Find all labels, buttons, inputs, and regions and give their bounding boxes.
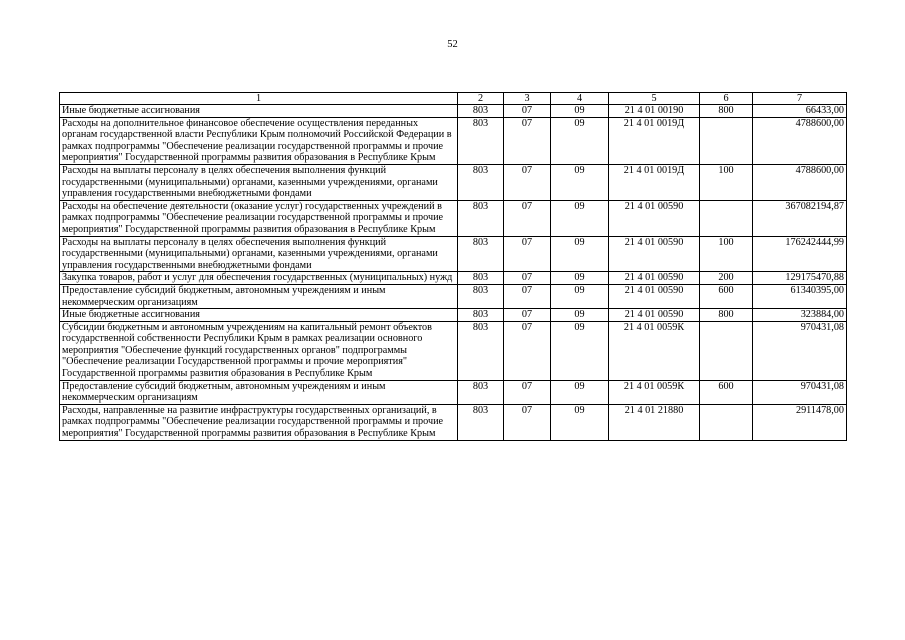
cell-expense-type — [700, 117, 753, 164]
table-row — [60, 105, 847, 118]
cell-expense-type: 600 — [700, 380, 753, 404]
cell-amount: 176242444,99 — [753, 236, 847, 272]
table-row — [60, 404, 847, 440]
cell-section-code: 07 — [504, 236, 551, 272]
cell-ministry-code: 803 — [458, 380, 504, 404]
budget-table — [59, 92, 847, 441]
cell-amount: 66433,00 — [753, 105, 847, 118]
cell-subsection-code: 09 — [551, 309, 609, 322]
cell-target-article: 21 4 01 21880 — [609, 404, 700, 440]
cell-expense-type: 600 — [700, 284, 753, 308]
cell-target-article: 21 4 01 0019Д — [609, 164, 700, 200]
cell-section-code: 07 — [504, 200, 551, 236]
cell-subsection-code: 09 — [551, 272, 609, 285]
cell-section-code: 07 — [504, 380, 551, 404]
cell-target-article: 21 4 01 00590 — [609, 272, 700, 285]
table-row — [60, 284, 847, 308]
cell-ministry-code: 803 — [458, 284, 504, 308]
column-header: 3 — [504, 93, 551, 105]
table-row — [60, 272, 847, 285]
cell-ministry-code: 803 — [458, 321, 504, 380]
cell-ministry-code: 803 — [458, 117, 504, 164]
cell-ministry-code: 803 — [458, 272, 504, 285]
column-header: 4 — [551, 93, 609, 105]
row-description: Иные бюджетные ассигнования — [60, 309, 458, 322]
cell-section-code: 07 — [504, 284, 551, 308]
table-row — [60, 309, 847, 322]
cell-section-code: 07 — [504, 272, 551, 285]
cell-expense-type: 200 — [700, 272, 753, 285]
table-row — [60, 164, 847, 200]
row-description: Предоставление субсидий бюджетным, автономным учреждениям и иным некоммерческим организациям — [60, 380, 458, 404]
table-row — [60, 117, 847, 164]
column-header: 1 — [60, 93, 458, 105]
cell-amount: 367082194,87 — [753, 200, 847, 236]
row-description: Закупка товаров, работ и услуг для обеспечения государственных (муниципальных) нужд — [60, 272, 458, 285]
cell-section-code: 07 — [504, 117, 551, 164]
cell-amount: 970431,08 — [753, 380, 847, 404]
row-description: Расходы на выплаты персоналу в целях обеспечения выполнения функций государственными (муниципальными) органами, казенными учреждениями, органами управления государственными внебюджетными фондами — [60, 236, 458, 272]
cell-target-article: 21 4 01 00590 — [609, 284, 700, 308]
cell-subsection-code: 09 — [551, 380, 609, 404]
cell-target-article: 21 4 01 00190 — [609, 105, 700, 118]
row-description: Субсидии бюджетным и автономным учреждениям на капитальный ремонт объектов государственной собственности Республики Крым в рамках реализации основного мероприятия "Обеспечение функций государственных органов" подпрограммы "Обеспечение реализации Государственной программы и прочие мероприятия" Государственной программы развития образования в Республике Крым — [60, 321, 458, 380]
cell-section-code: 07 — [504, 321, 551, 380]
cell-subsection-code: 09 — [551, 105, 609, 118]
table-row — [60, 200, 847, 236]
table-row — [60, 236, 847, 272]
cell-target-article: 21 4 01 00590 — [609, 200, 700, 236]
cell-subsection-code: 09 — [551, 164, 609, 200]
cell-expense-type — [700, 321, 753, 380]
column-header: 2 — [458, 93, 504, 105]
cell-target-article: 21 4 01 0059К — [609, 321, 700, 380]
cell-subsection-code: 09 — [551, 117, 609, 164]
cell-section-code: 07 — [504, 404, 551, 440]
cell-ministry-code: 803 — [458, 404, 504, 440]
cell-amount: 4788600,00 — [753, 117, 847, 164]
cell-ministry-code: 803 — [458, 236, 504, 272]
cell-amount: 129175470,88 — [753, 272, 847, 285]
table-header-row — [60, 93, 847, 105]
cell-expense-type — [700, 200, 753, 236]
row-description: Расходы на дополнительное финансовое обеспечение осуществления переданных органам государственной власти Республики Крым полномочий Российской Федерации в рамках подпрограммы "Обеспечение реализации государственной программы и прочие мероприятия" Государственной программы развития образования в Республике Крым — [60, 117, 458, 164]
cell-ministry-code: 803 — [458, 309, 504, 322]
cell-target-article: 21 4 01 00590 — [609, 309, 700, 322]
table-row — [60, 321, 847, 380]
cell-expense-type — [700, 404, 753, 440]
cell-ministry-code: 803 — [458, 200, 504, 236]
cell-subsection-code: 09 — [551, 200, 609, 236]
cell-subsection-code: 09 — [551, 404, 609, 440]
column-header: 7 — [753, 93, 847, 105]
cell-expense-type: 800 — [700, 309, 753, 322]
row-description: Расходы на выплаты персоналу в целях обеспечения выполнения функций государственными (муниципальными) органами, казенными учреждениями, органами управления государственными внебюджетными фондами — [60, 164, 458, 200]
column-header: 6 — [700, 93, 753, 105]
cell-section-code: 07 — [504, 105, 551, 118]
cell-amount: 323884,00 — [753, 309, 847, 322]
page-number: 52 — [447, 39, 458, 50]
cell-amount: 2911478,00 — [753, 404, 847, 440]
cell-ministry-code: 803 — [458, 105, 504, 118]
table-row — [60, 380, 847, 404]
cell-target-article: 21 4 01 0019Д — [609, 117, 700, 164]
cell-amount: 61340395,00 — [753, 284, 847, 308]
cell-subsection-code: 09 — [551, 284, 609, 308]
cell-subsection-code: 09 — [551, 321, 609, 380]
cell-ministry-code: 803 — [458, 164, 504, 200]
cell-target-article: 21 4 01 0059К — [609, 380, 700, 404]
row-description: Предоставление субсидий бюджетным, автономным учреждениям и иным некоммерческим организациям — [60, 284, 458, 308]
column-header: 5 — [609, 93, 700, 105]
cell-expense-type: 800 — [700, 105, 753, 118]
row-description: Расходы на обеспечение деятельности (оказание услуг) государственных учреждений в рамках подпрограммы "Обеспечение реализации государственной программы и прочие мероприятия" Государственной программы развития образования в Республике Крым — [60, 200, 458, 236]
cell-expense-type: 100 — [700, 236, 753, 272]
cell-section-code: 07 — [504, 164, 551, 200]
cell-section-code: 07 — [504, 309, 551, 322]
cell-expense-type: 100 — [700, 164, 753, 200]
cell-amount: 4788600,00 — [753, 164, 847, 200]
cell-subsection-code: 09 — [551, 236, 609, 272]
table-body — [60, 105, 847, 441]
row-description: Расходы, направленные на развитие инфраструктуры государственных организаций, в рамках подпрограммы "Обеспечение реализации государственной программы и прочие мероприятия" Государственной программы развития образования в Республике Крым — [60, 404, 458, 440]
row-description: Иные бюджетные ассигнования — [60, 105, 458, 118]
cell-target-article: 21 4 01 00590 — [609, 236, 700, 272]
cell-amount: 970431,08 — [753, 321, 847, 380]
